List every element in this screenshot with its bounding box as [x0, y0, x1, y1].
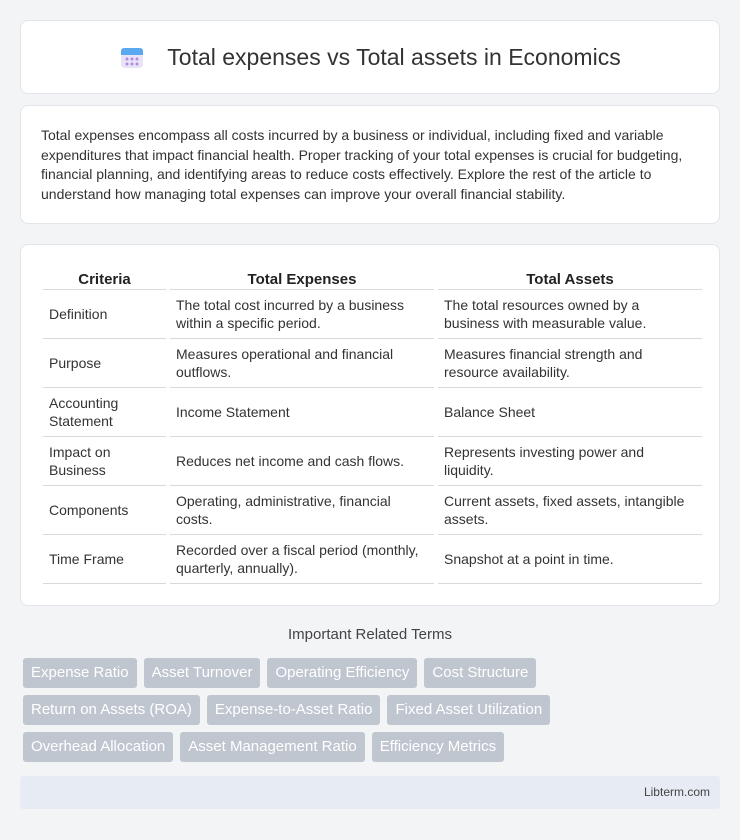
table-cell-assets: Balance Sheet — [438, 388, 702, 437]
column-header-total-expenses: Total Expenses — [170, 265, 434, 290]
column-header-total-assets: Total Assets — [438, 265, 702, 290]
table-cell-expenses: Recorded over a fiscal period (monthly, quarterly, annually). — [170, 535, 434, 584]
intro-card — [20, 105, 720, 224]
table-cell-assets: The total resources owned by a business with measurable value. — [438, 290, 702, 339]
table-cell-criteria: Purpose — [43, 339, 166, 388]
tag-row — [23, 658, 723, 688]
table-cell-criteria: Accounting Statement — [43, 388, 166, 437]
column-header-criteria: Criteria — [43, 265, 166, 290]
table-cell-expenses: Reduces net income and cash flows. — [170, 437, 434, 486]
tag-return-on-assets[interactable]: Return on Assets (ROA) — [23, 695, 200, 725]
tag-expense-to-asset-ratio[interactable]: Expense-to-Asset Ratio — [207, 695, 381, 725]
table-cell-criteria: Impact on Business — [43, 437, 166, 486]
table-cell-criteria: Components — [43, 486, 166, 535]
table-cell-expenses: The total cost incurred by a business within a specific period. — [170, 290, 434, 339]
table-cell-assets: Current assets, fixed assets, intangible assets. — [438, 486, 702, 535]
calendar-icon — [119, 44, 145, 70]
table-cell-criteria: Time Frame — [43, 535, 166, 584]
table-cell-expenses: Measures operational and financial outflows. — [170, 339, 434, 388]
tag-cost-structure[interactable]: Cost Structure — [424, 658, 536, 688]
tag-expense-ratio[interactable]: Expense Ratio — [23, 658, 137, 688]
table-header-row — [43, 265, 702, 290]
table-row — [43, 486, 702, 535]
comparison-table — [39, 265, 706, 584]
footer — [20, 776, 720, 809]
tag-asset-turnover[interactable]: Asset Turnover — [144, 658, 261, 688]
title-card — [20, 20, 720, 94]
tag-efficiency-metrics[interactable]: Efficiency Metrics — [372, 732, 504, 762]
footer-site-link[interactable]: Libterm.com — [643, 785, 710, 799]
table-row — [43, 535, 702, 584]
table-cell-assets: Measures financial strength and resource availability. — [438, 339, 702, 388]
page-title: Total expenses vs Total assets in Economics — [167, 43, 621, 70]
tag-row — [23, 732, 723, 762]
tag-row — [23, 695, 723, 725]
table-row — [43, 437, 702, 486]
table-cell-assets: Snapshot at a point in time. — [438, 535, 702, 584]
table-row — [43, 290, 702, 339]
table-row — [43, 388, 702, 437]
table-cell-criteria: Definition — [43, 290, 166, 339]
comparison-table-card — [20, 244, 720, 606]
table-cell-expenses: Operating, administrative, financial costs. — [170, 486, 434, 535]
tag-operating-efficiency[interactable]: Operating Efficiency — [267, 658, 417, 688]
related-terms-heading: Important Related Terms — [288, 626, 452, 643]
table-row — [43, 339, 702, 388]
related-terms-tags — [23, 658, 723, 769]
tag-asset-management-ratio[interactable]: Asset Management Ratio — [180, 732, 364, 762]
table-cell-assets: Represents investing power and liquidity. — [438, 437, 702, 486]
table-cell-expenses: Income Statement — [170, 388, 434, 437]
intro-text: Total expenses encompass all costs incurred by a business or individual, including fixed and variable expenditures that impact financial health. Proper tracking of your total expenses is crucial for budgeting, financial planning, and identifying areas to reduce costs effectively. Explore the rest of the article to understand how managing total expenses can improve your overall financial stability. — [41, 127, 683, 202]
tag-overhead-allocation[interactable]: Overhead Allocation — [23, 732, 173, 762]
tag-fixed-asset-utilization[interactable]: Fixed Asset Utilization — [387, 695, 550, 725]
